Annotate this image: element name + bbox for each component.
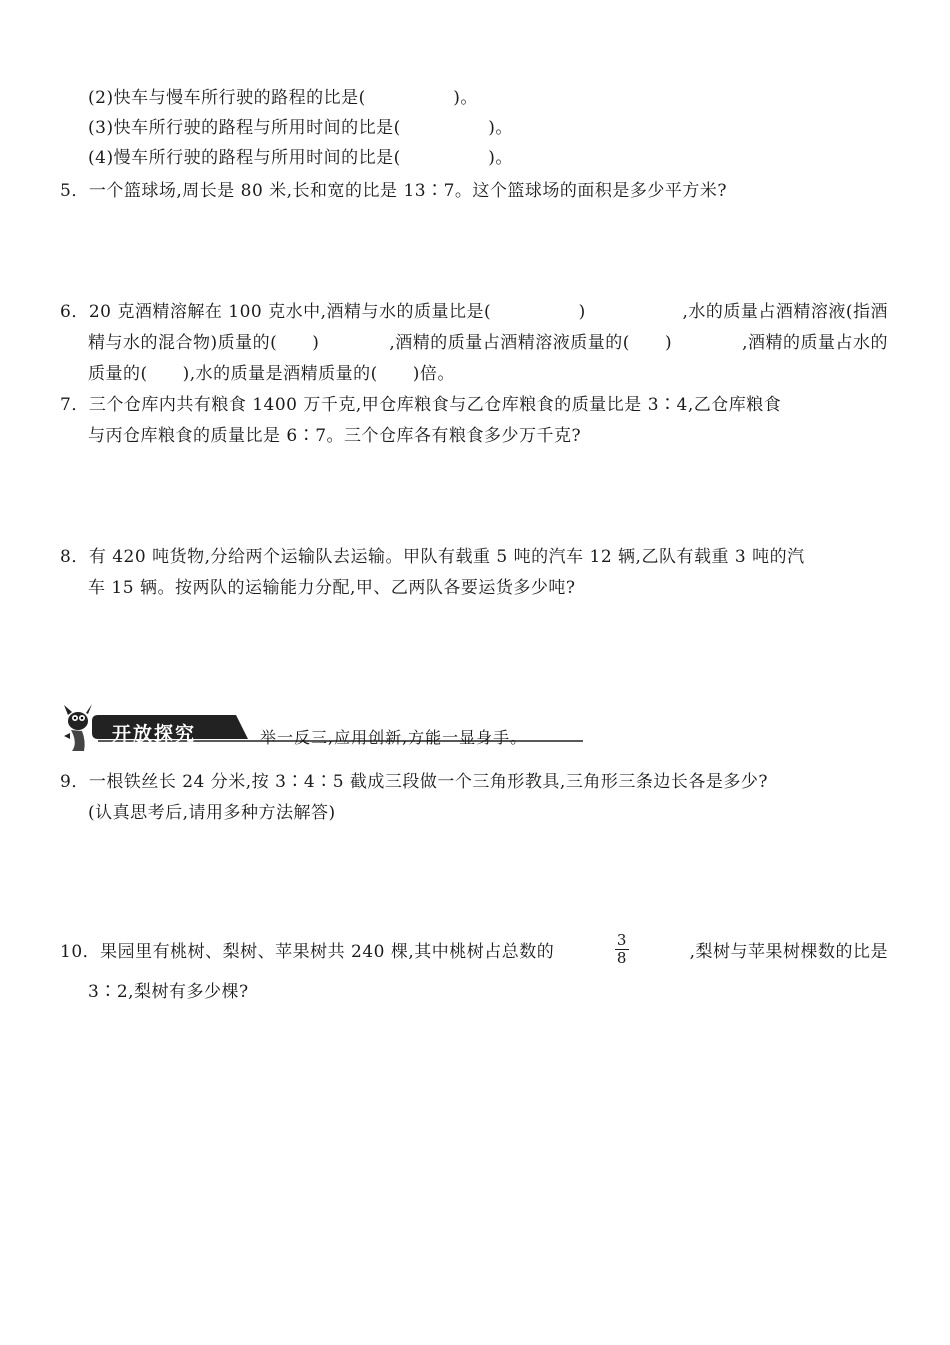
question-6-line-2: [88, 332, 888, 354]
mascot-icon: [64, 704, 92, 751]
question-10-line-1-part-b: ,梨树与苹果树棵数的比是: [689, 942, 888, 962]
question-6-line-3: 质量的( ),水的质量是酒精质量的( )倍。: [88, 364, 455, 384]
q4-sub4: (4)慢车所行驶的路程与所用时间的比是( )。: [88, 148, 513, 168]
question-6-line-2-part-c: ,酒精的质量占水的: [742, 333, 888, 353]
q4-sub3: (3)快车所行驶的路程与所用时间的比是( )。: [88, 118, 513, 138]
question-5: 5．一个篮球场,周长是 80 米,长和宽的比是 13∶7。这个篮球场的面积是多少平方米?: [60, 181, 728, 201]
question-9-line-1: 9．一根铁丝长 24 分米,按 3∶4∶5 截成三段做一个三角形教具,三角形三条边长各是多少?: [60, 772, 768, 792]
question-10-line-1: [60, 932, 888, 972]
question-9-line-2: (认真思考后,请用多种方法解答): [88, 803, 336, 823]
fraction-three-eighths: [615, 932, 629, 967]
question-6-line-2-part-b: ,酒精的质量占酒精溶液质量的( ): [389, 333, 673, 353]
question-10-line-2: 3∶2,梨树有多少棵?: [88, 982, 249, 1002]
question-8-line-1: 8．有 420 吨货物,分给两个运输队去运输。甲队有载重 5 吨的汽车 12 辆,乙队有载重 3 吨的汽: [60, 547, 805, 567]
fraction-denominator: 8: [616, 948, 627, 967]
question-6-line-1-part-a: 6．20 克酒精溶解在 100 克水中,酒精与水的质量比是( ): [60, 302, 586, 322]
question-7-line-2: 与丙仓库粮食的质量比是 6∶7。三个仓库各有粮食多少万千克?: [88, 426, 582, 446]
question-10-line-1-part-a: 10．果园里有桃树、梨树、苹果树共 240 棵,其中桃树占总数的: [60, 942, 555, 962]
question-6-line-1-part-b: ,水的质量占酒精溶液(指酒: [682, 302, 888, 322]
question-6-line-2-part-a: 精与水的混合物)质量的( ): [88, 333, 320, 353]
question-6-line-1: [60, 301, 888, 323]
fraction-numerator: 3: [616, 930, 627, 949]
q4-sub2: (2)快车与慢车所行驶的路程的比是( )。: [88, 88, 478, 108]
question-7-line-1: 7．三个仓库内共有粮食 1400 万千克,甲仓库粮食与乙仓库粮食的质量比是 3∶4,乙仓库粮食: [60, 395, 782, 415]
section-slogan: 举一反三,应用创新,方能一显身手。: [260, 728, 528, 747]
question-8-line-2: 车 15 辆。按两队的运输能力分配,甲、乙两队各要运货多少吨?: [88, 578, 576, 598]
section-title: 开放探究: [112, 723, 197, 745]
